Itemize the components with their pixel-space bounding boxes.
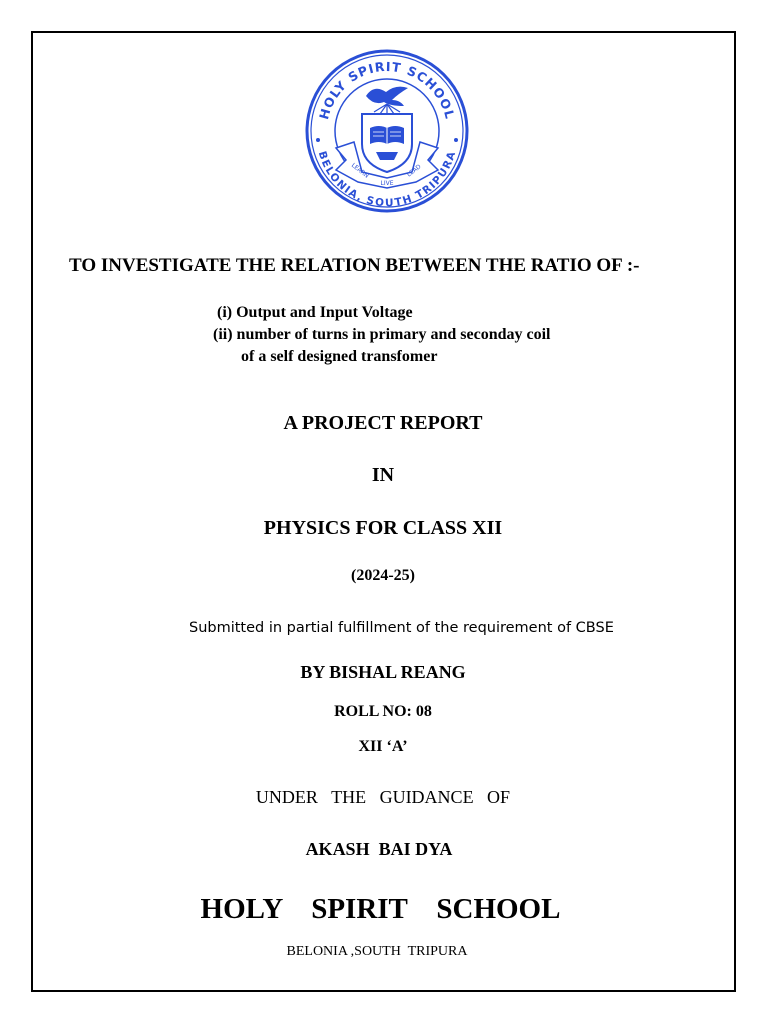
- school-name: HOLY SPIRIT SCHOOL: [200, 893, 561, 925]
- logo-ribbon-center: LIVE: [380, 180, 394, 187]
- report-subject: PHYSICS FOR CLASS XII: [263, 517, 503, 539]
- logo-ring-top: HOLY SPIRIT SCHOOL: [316, 58, 458, 122]
- logo-ribbon-right: LEAD: [405, 163, 423, 179]
- session-year: (2024-25): [351, 567, 415, 584]
- guidance-label: UNDER THE GUIDANCE OF: [255, 787, 511, 807]
- report-heading: A PROJECT REPORT: [283, 412, 483, 434]
- student-name: BY BISHAL REANG: [300, 662, 466, 682]
- logo-ring-bottom: BELONIA, SOUTH TRIPURA: [315, 149, 459, 210]
- submission-note: Submitted in partial fulfillment of the requirement of CBSE: [189, 620, 614, 636]
- logo-ribbon-left: LEARN: [349, 161, 370, 180]
- student-class: XII ‘A’: [358, 738, 408, 755]
- project-title: TO INVESTIGATE THE RELATION BETWEEN THE RATIO OF :-: [69, 255, 640, 276]
- lamp-icon: [376, 152, 398, 160]
- aim-point-3: of a self designed transfomer: [241, 348, 438, 365]
- roll-number: ROLL NO: 08: [334, 703, 432, 720]
- school-location: BELONIA ,SOUTH TRIPURA: [286, 944, 468, 959]
- guide-name: AKASH BAI DYA: [305, 839, 453, 859]
- aim-point-2: (ii) number of turns in primary and seconday coil: [213, 326, 551, 343]
- report-in: IN: [371, 464, 395, 486]
- school-logo: [304, 48, 470, 214]
- aim-point-1: (i) Output and Input Voltage: [217, 304, 413, 321]
- dove-icon: [366, 87, 408, 106]
